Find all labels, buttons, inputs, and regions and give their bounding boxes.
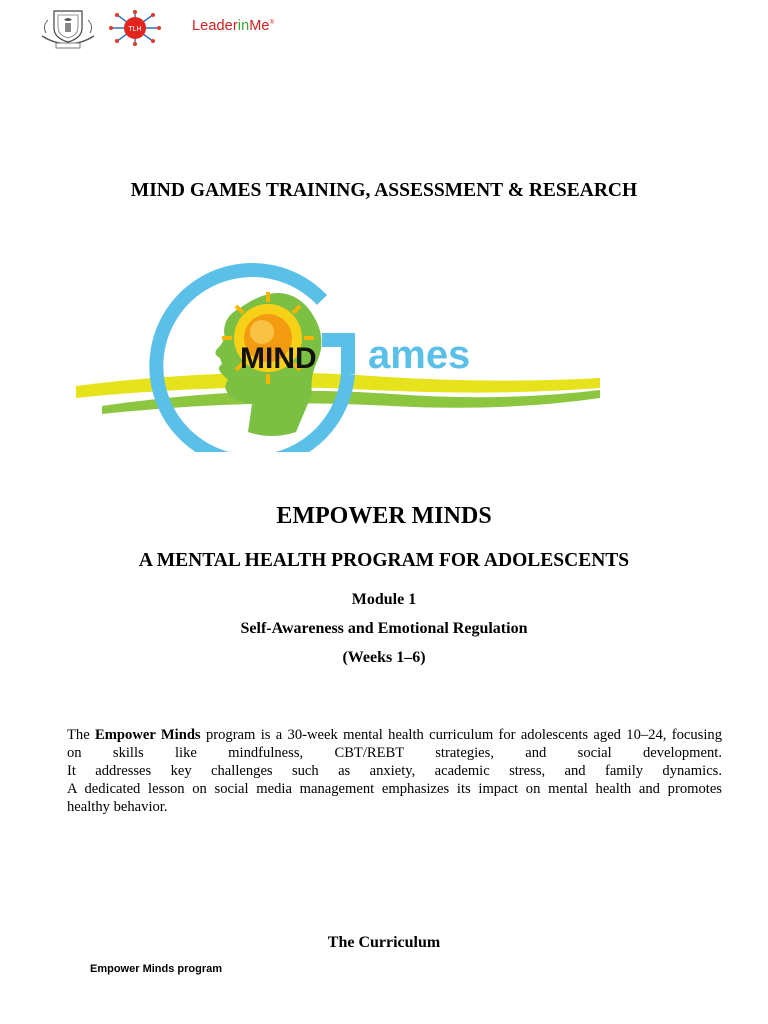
- intro-bold-program-name: Empower Minds: [95, 727, 201, 743]
- leader-in-me-mark: ®: [269, 20, 275, 27]
- intro-paragraph: [67, 726, 722, 816]
- mind-games-logo: [72, 256, 606, 452]
- logo-word-ames: ames: [368, 333, 471, 377]
- logo-word-mind: MIND: [240, 342, 317, 375]
- tlh-logo-text: TLH: [128, 26, 142, 33]
- intro-line-3: It addresses key challenges such as anxiety, academic stress, and family dynamics.: [67, 763, 722, 779]
- intro-line-1-rest: program is a 30-week mental health curriculum for adolescents aged 10–24, focusing: [200, 727, 722, 743]
- intro-lead: The: [67, 727, 96, 743]
- leader-in-me-text-a: Leader: [192, 18, 238, 34]
- school-crest-logo: [38, 8, 98, 50]
- module-number: Module 1: [351, 591, 417, 608]
- footer-note: Empower Minds program: [90, 963, 223, 975]
- module-weeks: (Weeks 1–6): [342, 649, 426, 666]
- leader-in-me-text-b: in: [237, 18, 250, 34]
- tlh-logo: [104, 8, 166, 48]
- module-title: Self-Awareness and Emotional Regulation: [240, 620, 528, 637]
- intro-line-5: healthy behavior.: [67, 799, 168, 815]
- intro-line-4: A dedicated lesson on social media management emphasizes its impact on mental health and promotes: [67, 781, 722, 797]
- leader-in-me-text-c: Me: [249, 18, 270, 34]
- org-title: MIND GAMES TRAINING, ASSESSMENT & RESEARCH: [130, 180, 638, 201]
- intro-line-1: [67, 726, 722, 744]
- program-subtitle: A MENTAL HEALTH PROGRAM FOR ADOLESCENTS: [138, 550, 630, 571]
- program-title: EMPOWER MINDS: [276, 503, 492, 529]
- curriculum-heading: The Curriculum: [327, 934, 441, 951]
- leader-in-me-logo: [192, 18, 274, 34]
- intro-line-2: on skills like mindfulness, CBT/REBT strategies, and social development.: [67, 745, 722, 761]
